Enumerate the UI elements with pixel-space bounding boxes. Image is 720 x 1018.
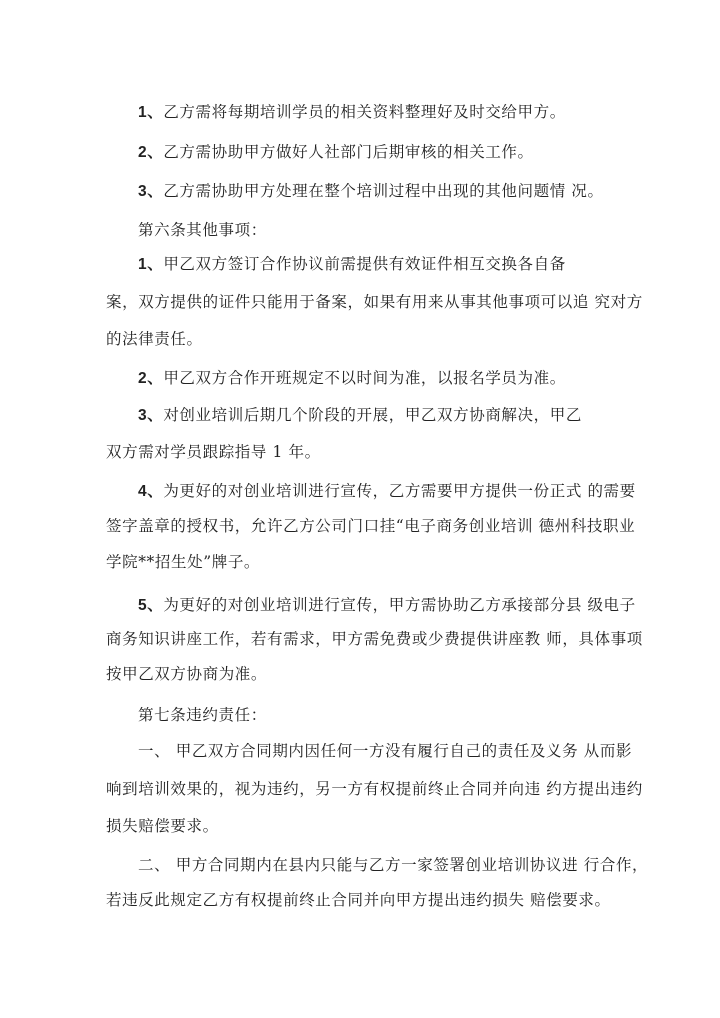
clause-7-item-1 <box>0 741 720 761</box>
line-text: 二、 甲方合同期内在县内只能与乙方一家签署创业培训协议进 行合作， <box>138 856 649 874</box>
line-text: 若违反此规定乙方有权提前终止合同并向甲方提出违约损失 赔偿要求。 <box>106 891 611 909</box>
item-number: 5、 <box>138 597 164 614</box>
line-text: 乙方需协助甲方做好人社部门后期审核的相关工作。 <box>163 143 534 161</box>
clause-6-item-5 <box>0 595 720 616</box>
clause-5-item-2 <box>0 142 720 163</box>
section-heading-article-6 <box>0 220 720 240</box>
clause-6-item-2 <box>0 368 720 389</box>
line-text: 乙方需将每期培训学员的相关资料整理好及时交给甲方。 <box>163 103 566 121</box>
line-text: 为更好的对创业培训进行宣传，甲方需协助乙方承接部分县 级电子 <box>163 596 636 614</box>
line-text: 乙方需协助甲方处理在整个培训过程中出现的其他问题情 况。 <box>163 182 604 200</box>
clause-6-item-1-cont-1 <box>0 292 720 312</box>
clause-6-item-3-cont <box>0 442 720 462</box>
line-text: 学院**招生处”牌子。 <box>106 553 261 571</box>
clause-6-item-5-cont-1 <box>0 629 720 649</box>
line-text: 签字盖章的授权书，允许乙方公司门口挂“电子商务创业培训 德州科技职业 <box>106 517 636 535</box>
clause-6-item-4 <box>0 481 720 502</box>
item-number: 2、 <box>138 144 164 161</box>
clause-6-item-5-cont-2 <box>0 664 720 684</box>
line-text: 双方需对学员跟踪指导 1 年。 <box>106 443 321 461</box>
line-text: 商务知识讲座工作，若有需求，甲方需免费或少费提供讲座教 师，具体事项 <box>106 630 643 648</box>
line-text: 甲乙双方合作开班规定不以时间为准，以报名学员为准。 <box>163 369 566 387</box>
item-number: 3、 <box>138 183 164 200</box>
clause-5-item-3 <box>0 181 720 202</box>
clause-7-item-1-cont-2 <box>0 816 720 836</box>
line-text: 响到培训效果的，视为违约，另一方有权提前终止合同并向违 约方提出违约 <box>106 780 643 798</box>
clause-6-item-1-cont-2 <box>0 329 720 349</box>
item-number: 2、 <box>138 370 164 387</box>
clause-5-item-1 <box>0 102 720 123</box>
clause-7-item-2-cont <box>0 890 720 910</box>
line-text: 甲乙双方签订合作协议前需提供有效证件相互交换各自备 <box>163 255 566 273</box>
clause-6-item-4-cont-1 <box>0 516 720 536</box>
item-number: 3、 <box>138 407 164 424</box>
item-number: 1、 <box>138 256 164 273</box>
line-text: 的法律责任。 <box>106 330 203 348</box>
section-heading-article-7 <box>0 705 720 725</box>
clause-6-item-3 <box>0 405 720 426</box>
line-text: 案，双方提供的证件只能用于备案，如果有用来从事其他事项可以追 究对方 <box>106 293 643 311</box>
clause-7-item-2 <box>0 855 720 875</box>
clause-6-item-1 <box>0 254 720 275</box>
line-text: 按甲乙双方协商为准。 <box>106 665 268 683</box>
line-text: 对创业培训后期几个阶段的开展，甲乙双方协商解决，甲乙 <box>163 406 582 424</box>
line-text: 一、 甲乙双方合同期内因任何一方没有履行自己的责任及义务 从而影 <box>138 742 633 760</box>
item-number: 1、 <box>138 104 164 121</box>
line-text: 损失赔偿要求。 <box>106 817 219 835</box>
line-text: 为更好的对创业培训进行宣传，乙方需要甲方提供一份正式 的需要 <box>163 482 636 500</box>
section-heading: 第七条违约责任： <box>138 706 267 724</box>
clause-7-item-1-cont-1 <box>0 779 720 799</box>
section-heading: 第六条其他事项： <box>138 221 267 239</box>
item-number: 4、 <box>138 483 164 500</box>
clause-6-item-4-cont-2 <box>0 552 720 572</box>
